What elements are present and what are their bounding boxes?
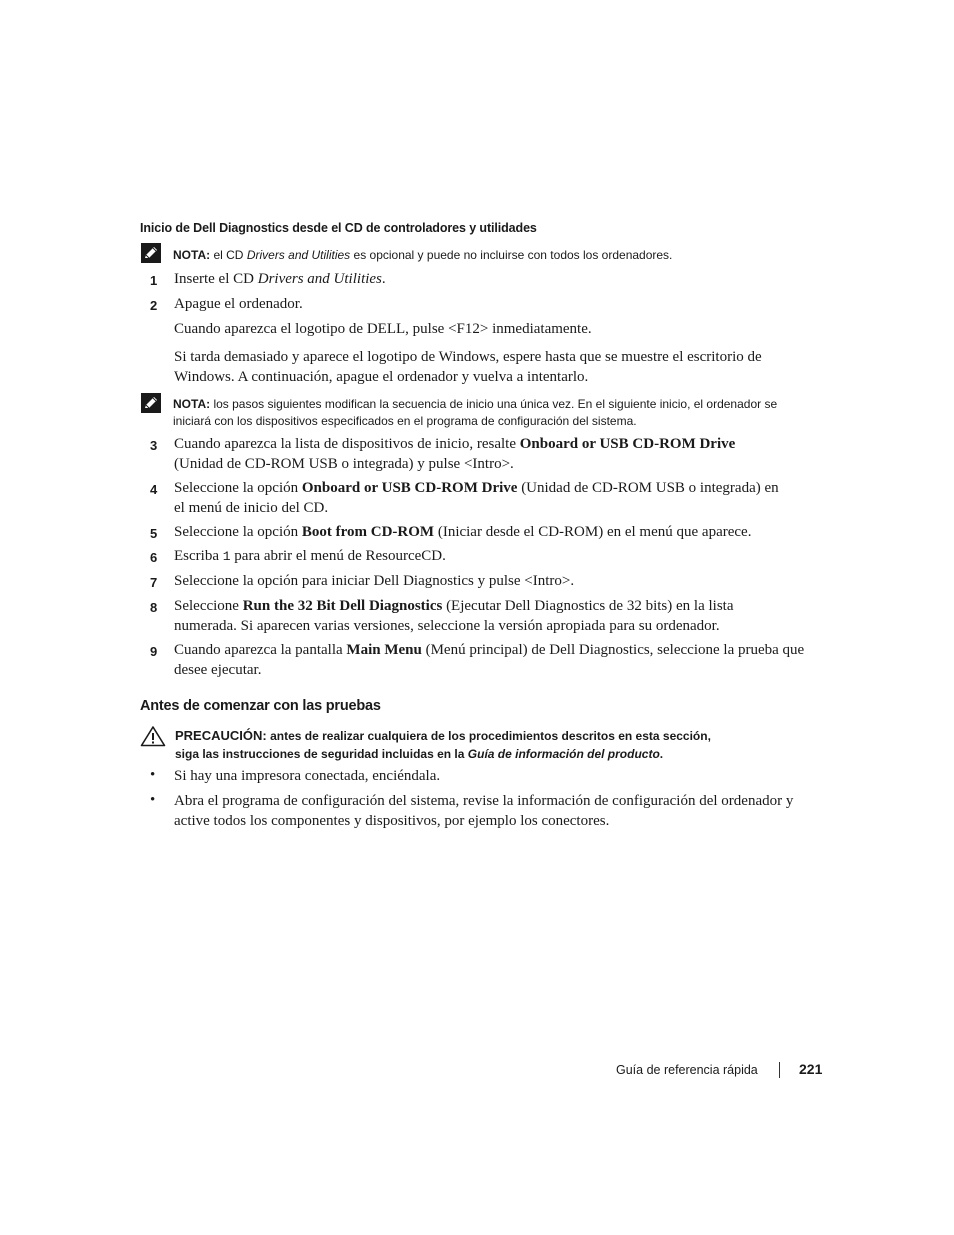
- step-text: Inserte el CD Drivers and Utilities.: [174, 271, 386, 287]
- step-text: Seleccione la opción Boot from CD-ROM (Iniciar desde el CD-ROM) en el menú que aparece.: [174, 524, 752, 540]
- pencil-note-icon: [141, 243, 161, 263]
- warning-triangle-icon: [140, 725, 166, 747]
- step-text: Seleccione la opción para iniciar Dell Diagnostics y pulse <Intro>.: [174, 573, 575, 589]
- subsection-heading: Antes de comenzar con las pruebas: [140, 698, 381, 714]
- step-number: 3: [150, 438, 158, 453]
- step-text: Seleccione Run the 32 Bit Dell Diagnostics (Ejecutar Dell Diagnostics de 32 bits) en la lista numerada. Si aparecen varias versiones, seleccione la versión apropiada para su ordenador.: [174, 598, 734, 634]
- page-number: 221: [799, 1061, 823, 1077]
- pencil-note-icon: [141, 393, 161, 413]
- caution-label: PRECAUCIÓN:: [175, 728, 267, 743]
- note-1: NOTA: el CD Drivers and Utilities es opcional y puede no incluirse con todos los ordenadores.: [173, 248, 673, 262]
- note-2: NOTA: los pasos siguientes modifican la secuencia de inicio una única vez. En el siguiente inicio, el ordenador se iniciará con los dispositivos especificados en el programa de configuración del sistema.: [173, 397, 778, 428]
- note-label: NOTA:: [173, 248, 211, 262]
- step-number: 2: [150, 298, 158, 313]
- step-number: 8: [150, 600, 158, 615]
- bullet-item: Si hay una impresora conectada, enciéndala.: [174, 768, 441, 784]
- step-text: Cuando aparezca la lista de dispositivos de inicio, resalte Onboard or USB CD-ROM Drive (Unidad de CD-ROM USB o integrada) y pulse <Intro>.: [174, 436, 736, 472]
- caution-block: PRECAUCIÓN: antes de realizar cualquiera de los procedimientos descritos en esta sección, siga las instrucciones de seguridad incluidas en la Guía de información del producto.: [175, 728, 711, 761]
- footer-separator: [779, 1062, 780, 1078]
- step-text: Apague el ordenador.: [174, 296, 303, 312]
- paragraph: Si tarda demasiado y aparece el logotipo de Windows, espere hasta que se muestre el escritorio de Windows. A continuación, apague el ordenador y vuelva a intentarlo.: [174, 349, 762, 385]
- section-heading: Inicio de Dell Diagnostics desde el CD de controladores y utilidades: [140, 221, 537, 235]
- bullet-item: Abra el programa de configuración del sistema, revise la información de configuración del ordenador y active todos los componentes y dispositivos, por ejemplo los conectores.: [174, 793, 794, 829]
- bullet-symbol: •: [150, 792, 156, 808]
- step-number: 4: [150, 482, 158, 497]
- step-number: 7: [150, 575, 158, 590]
- bullet-symbol: •: [150, 767, 156, 783]
- step-text: Seleccione la opción Onboard or USB CD-ROM Drive (Unidad de CD-ROM USB o integrada) en el menú de inicio del CD.: [174, 480, 779, 516]
- inline-code: 1: [222, 549, 231, 564]
- step-text: Cuando aparezca la pantalla Main Menu (Menú principal) de Dell Diagnostics, seleccione la prueba que desee ejecutar.: [174, 642, 805, 678]
- step-number: 6: [150, 550, 158, 565]
- paragraph: Cuando aparezca el logotipo de DELL, pulse <F12> inmediatamente.: [174, 321, 592, 337]
- step-number: 1: [150, 273, 158, 288]
- step-number: 5: [150, 526, 158, 541]
- note-label: NOTA:: [173, 397, 211, 411]
- step-number: 9: [150, 644, 158, 659]
- step-text: Escriba 1 para abrir el menú de ResourceCD.: [174, 548, 446, 564]
- footer-title: Guía de referencia rápida: [616, 1063, 758, 1077]
